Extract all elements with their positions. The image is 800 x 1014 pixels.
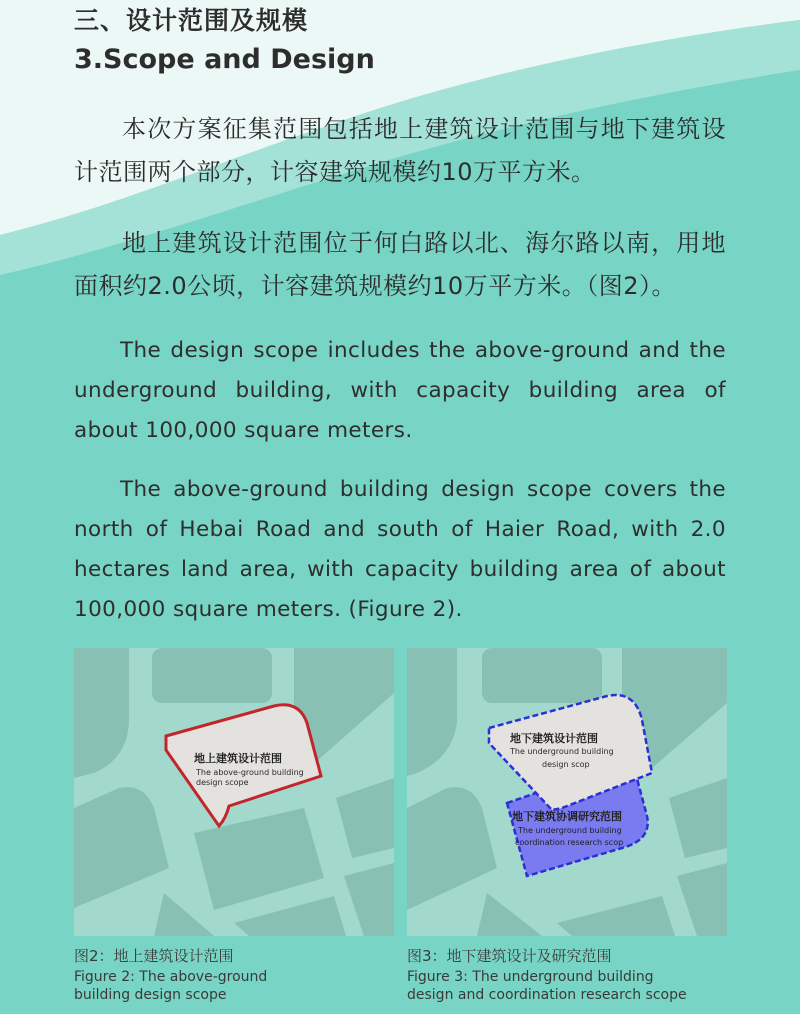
figure-3-lower-label-en-1: The underground building	[518, 826, 622, 835]
figure-2-label-en-1: The above-ground building	[196, 768, 304, 777]
figure-3-caption-en-2: design and coordination research scope	[407, 987, 687, 1003]
paragraph-scope-cn: 本次方案征集范围包括地上建筑设计范围与地下建筑设计范围两个部分，计容建筑规模约10万平方米。	[74, 115, 726, 186]
figure-3-lower-label-cn: 地下建筑协调研究范围	[512, 810, 622, 823]
figure-3-caption	[407, 946, 737, 1004]
figure-2-caption	[74, 946, 394, 1004]
figure-2-label-cn: 地上建筑设计范围	[194, 752, 282, 765]
figure-3-map	[407, 648, 727, 936]
figure-3-caption-cn: 图3：地下建筑设计及研究范围	[407, 947, 612, 965]
above-ground-scope-outline	[166, 705, 321, 826]
figure-2-caption-cn: 图2：地上建筑设计范围	[74, 947, 234, 965]
figure-2-map	[74, 648, 394, 936]
figure-3-upper-label-cn: 地下建筑设计范围	[510, 732, 598, 745]
section-header	[74, 2, 375, 80]
section-title-en: 3.Scope and Design	[74, 44, 375, 75]
figure-2-caption-en-2: building design scope	[74, 987, 227, 1003]
figure-3-upper-label-en-2: design scop	[542, 760, 590, 769]
figure-2-caption-en-1: Figure 2: The above-ground	[74, 969, 268, 985]
paragraph-scope-en: The design scope includes the above-ground and the underground building, with capacity building area of about 100,000 square meters.	[74, 338, 726, 443]
figure-3-caption-en-1: Figure 3: The underground building	[407, 969, 654, 985]
paragraph-location-en: The above-ground building design scope covers the north of Hebai Road and south of Haier Road, with 2.0 hectares land area, with capacity building area of about 100,000 square meters. (Figure 2).	[74, 477, 726, 622]
figure-3-lower-label-en-2: coordination research scop	[515, 838, 624, 847]
figure-2-label-en-2: design scope	[196, 778, 249, 787]
section-title-cn: 三、设计范围及规模	[74, 6, 309, 35]
paragraph-location-cn: 地上建筑设计范围位于何白路以北、海尔路以南，用地面积约2.0公顷，计容建筑规模约10万平方米。（图2）。	[74, 229, 726, 300]
figure-3-upper-label-en-1: The underground building	[510, 747, 614, 756]
